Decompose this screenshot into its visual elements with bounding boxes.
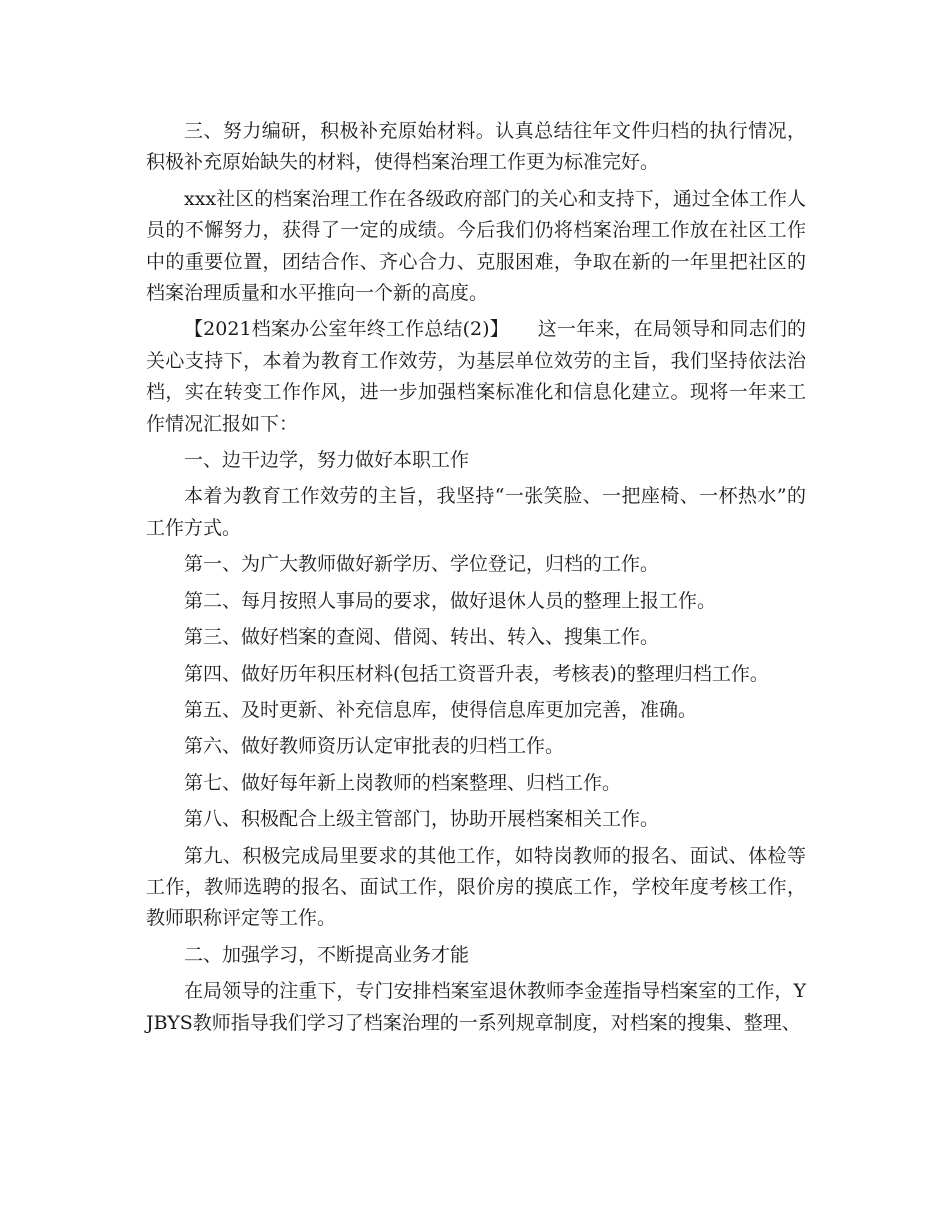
list-item-first: 第一、为广大教师做好新学历、学位登记，归档的工作。 [184, 553, 660, 576]
paragraph-study-guidance: 在局领导的注重下，专门安排档案室退休教师李金莲指导档案室的工作，YJBYS教师指导我们学习了档案治理的一系列规章制度，对档案的搜集、整理、 [146, 980, 806, 1034]
paragraph-community-summary: xxx社区的档案治理工作在各级政府部门的关心和支持下，通过全体工作人员的不懈努力，获得了一定的成绩。今后我们仍将档案治理工作放在社区工作中的重要位置，团结合作、齐心合力、克服困难，争取在新的一年里把社区的档案治理质量和水平推向一个新的高度。 [146, 187, 806, 305]
paragraph-compile-materials: 三、努力编研，积极补充原始材料。认真总结往年文件归档的执行情况，积极补充原始缺失的材料，使得档案治理工作更为标准完好。 [146, 120, 806, 174]
section-heading-work: 一、边干边学，努力做好本职工作 [184, 449, 470, 472]
list-item-fourth: 第四、做好历年积压材料(包括工资晋升表，考核表)的整理归档工作。 [184, 662, 769, 685]
document-body [146, 116, 806, 1044]
list-item-eighth: 第八、积极配合上级主管部门，协助开展档案相关工作。 [184, 808, 660, 831]
section-heading-study: 二、加强学习，不断提高业务才能 [184, 943, 470, 966]
list-item-seventh: 第七、做好每年新上岗教师的档案整理、归档工作。 [184, 771, 622, 794]
paragraph-report-intro: 【2021档案办公室年终工作总结(2)】 这一年来，在局领导和同志们的关心支持下，本着为教育工作效劳，为基层单位效劳的主旨，我们坚持依法治档，实在转变工作作风，进一步加强档案标准化和信息化建立。现将一年来工作情况汇报如下： [146, 318, 806, 435]
paragraph-work-style: 本着为教育工作效劳的主旨，我坚持“一张笑脸、一把座椅、一杯热水”的工作方式。 [146, 485, 806, 539]
list-item-third: 第三、做好档案的查阅、借阅、转出、转入、搜集工作。 [184, 626, 660, 649]
list-item-second: 第二、每月按照人事局的要求，做好退休人员的整理上报工作。 [184, 589, 717, 612]
list-item-sixth: 第六、做好教师资历认定审批表的归档工作。 [184, 735, 565, 758]
list-item-fifth: 第五、及时更新、补充信息库，使得信息库更加完善，准确。 [184, 698, 698, 721]
list-item-ninth: 第九、积极完成局里要求的其他工作，如特岗教师的报名、面试、体检等工作，教师选聘的报名、面试工作，限价房的摸底工作，学校年度考核工作，教师职称评定等工作。 [146, 844, 806, 930]
